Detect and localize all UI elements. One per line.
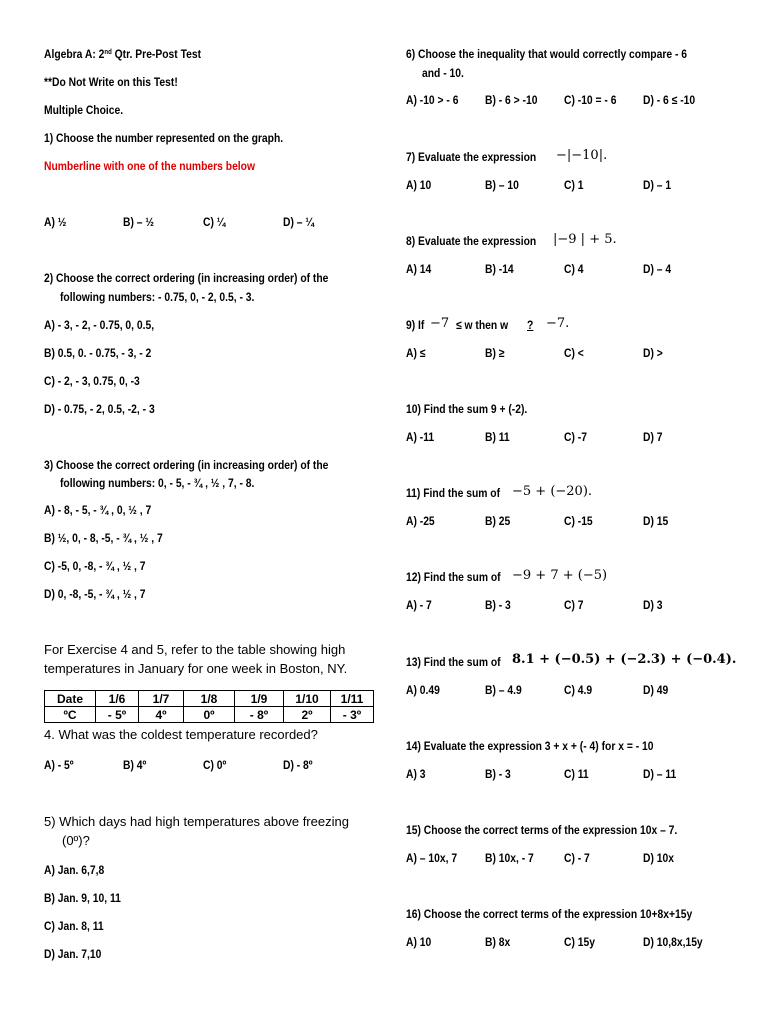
table-cell: - 3º xyxy=(331,707,374,723)
q6-choice-b[interactable]: B) - 6 > -10 xyxy=(485,93,538,107)
q7-choice-b[interactable]: B) – 10 xyxy=(485,178,519,192)
q6-choice-a[interactable]: A) -10 > - 6 xyxy=(406,93,459,107)
table-header-cell: 1/9 xyxy=(235,691,284,707)
q16-choice-b[interactable]: B) 8x xyxy=(485,935,511,949)
q4-choice-c[interactable]: C) 0º xyxy=(203,758,227,772)
q14-choice-d[interactable]: D) – 11 xyxy=(643,767,677,781)
section-heading: Multiple Choice. xyxy=(44,103,124,117)
q11-expression: −5 + (−20). xyxy=(512,484,593,499)
q1-choice-d[interactable]: D) – ¼ xyxy=(283,215,314,229)
q9-math-left: −7 xyxy=(430,316,450,331)
table-header-cell: 1/10 xyxy=(284,691,331,707)
q3-choice-b[interactable]: B) ½, 0, - 8, -5, - ¾ , ½ , 7 xyxy=(44,531,163,545)
page-title xyxy=(44,47,201,61)
q10-choice-a[interactable]: A) -11 xyxy=(406,430,435,444)
q9-blank: ? xyxy=(527,318,534,332)
temperature-table xyxy=(44,690,374,723)
q12-choice-b[interactable]: B) - 3 xyxy=(485,598,511,612)
question-10: 10) Find the sum 9 + (-2). xyxy=(406,402,528,416)
q2-choice-a[interactable]: A) - 3, - 2, - 0.75, 0, 0.5, xyxy=(44,318,155,332)
q7-expression: −|−10|. xyxy=(556,148,608,163)
q7-choice-c[interactable]: C) 1 xyxy=(564,178,584,192)
q14-choice-a[interactable]: A) 3 xyxy=(406,767,426,781)
q5-choice-d[interactable]: D) Jan. 7,10 xyxy=(44,947,102,961)
table-header-cell: 1/8 xyxy=(184,691,235,707)
q5-choice-a[interactable]: A) Jan. 6,7,8 xyxy=(44,863,105,877)
q16-choice-d[interactable]: D) 10,8x,15y xyxy=(643,935,703,949)
question-7: 7) Evaluate the expression xyxy=(406,150,537,164)
question-6-line2: and - 10. xyxy=(422,66,464,80)
q13-choice-d[interactable]: D) 49 xyxy=(643,683,669,697)
q5-choice-b[interactable]: B) Jan. 9, 10, 11 xyxy=(44,891,121,905)
q15-choice-c[interactable]: C) - 7 xyxy=(564,851,590,865)
q12-choice-d[interactable]: D) 3 xyxy=(643,598,663,612)
question-8: 8) Evaluate the expression xyxy=(406,234,537,248)
q16-choice-c[interactable]: C) 15y xyxy=(564,935,595,949)
question-1: 1) Choose the number represented on the graph. xyxy=(44,131,284,145)
table-intro-line2: temperatures in January for one week in Boston, NY. xyxy=(44,661,348,676)
q11-choice-d[interactable]: D) 15 xyxy=(643,514,669,528)
question-2-line1: 2) Choose the correct ordering (in increasing order) of the xyxy=(44,271,329,285)
question-3-line2: following numbers: 0, - 5, - ¾ , ½ , 7, - 8. xyxy=(60,476,255,490)
q2-choice-d[interactable]: D) - 0.75, - 2, 0.5, -2, - 3 xyxy=(44,402,155,416)
table-intro-line1: For Exercise 4 and 5, refer to the table showing high xyxy=(44,642,346,657)
table-header-cell: 1/7 xyxy=(139,691,184,707)
q6-choice-d[interactable]: D) - 6 ≤ -10 xyxy=(643,93,696,107)
q7-choice-d[interactable]: D) – 1 xyxy=(643,178,672,192)
q1-choice-b[interactable]: B) – ½ xyxy=(123,215,154,229)
q7-choice-a[interactable]: A) 10 xyxy=(406,178,432,192)
q2-choice-c[interactable]: C) - 2, - 3, 0.75, 0, -3 xyxy=(44,374,140,388)
table-header-cell: 1/11 xyxy=(331,691,374,707)
warning-note: **Do Not Write on this Test! xyxy=(44,75,178,89)
table-header-row xyxy=(45,691,374,707)
q13-expression: 8.1 + (−0.5) + (−2.3) + (−0.4). xyxy=(512,652,737,667)
q1-choice-a[interactable]: A) ½ xyxy=(44,215,67,229)
q15-choice-a[interactable]: A) – 10x, 7 xyxy=(406,851,458,865)
q8-choice-b[interactable]: B) -14 xyxy=(485,262,514,276)
numberline-placeholder: Numberline with one of the numbers below xyxy=(44,159,256,173)
q4-choice-a[interactable]: A) - 5º xyxy=(44,758,74,772)
q8-choice-a[interactable]: A) 14 xyxy=(406,262,432,276)
q3-choice-c[interactable]: C) -5, 0, -8, - ¾ , ½ , 7 xyxy=(44,559,146,573)
question-6-line1: 6) Choose the inequality that would correctly compare - 6 xyxy=(406,47,687,61)
q16-choice-a[interactable]: A) 10 xyxy=(406,935,432,949)
title-suffix: Qtr. Pre-Post Test xyxy=(111,47,202,61)
table-row xyxy=(45,707,374,723)
question-9-prefix: 9) If xyxy=(406,318,425,332)
question-15: 15) Choose the correct terms of the expression 10x – 7. xyxy=(406,823,678,837)
q10-choice-b[interactable]: B) 11 xyxy=(485,430,510,444)
table-cell: 0º xyxy=(184,707,235,723)
q10-choice-d[interactable]: D) 7 xyxy=(643,430,663,444)
q2-choice-b[interactable]: B) 0.5, 0. - 0.75, - 3, - 2 xyxy=(44,346,152,360)
q9-choice-a[interactable]: A) ≤ xyxy=(406,346,426,360)
table-cell: - 5º xyxy=(96,707,139,723)
q11-choice-b[interactable]: B) 25 xyxy=(485,514,511,528)
q11-choice-c[interactable]: C) -15 xyxy=(564,514,593,528)
q5-choice-c[interactable]: C) Jan. 8, 11 xyxy=(44,919,104,933)
q14-choice-c[interactable]: C) 11 xyxy=(564,767,589,781)
q9-math-right: −7. xyxy=(546,316,570,331)
q13-choice-c[interactable]: C) 4.9 xyxy=(564,683,593,697)
table-cell: - 8º xyxy=(235,707,284,723)
title-prefix: Algebra A: 2 xyxy=(44,47,105,61)
question-11: 11) Find the sum of xyxy=(406,486,501,500)
q6-choice-c[interactable]: C) -10 = - 6 xyxy=(564,93,617,107)
q1-choice-c[interactable]: C) ¼ xyxy=(203,215,226,229)
question-4: 4. What was the coldest temperature recorded? xyxy=(44,727,318,742)
q15-choice-d[interactable]: D) 10x xyxy=(643,851,674,865)
question-12: 12) Find the sum of xyxy=(406,570,501,584)
q8-choice-d[interactable]: D) – 4 xyxy=(643,262,672,276)
q10-choice-c[interactable]: C) -7 xyxy=(564,430,587,444)
q13-choice-b[interactable]: B) – 4.9 xyxy=(485,683,522,697)
q12-choice-c[interactable]: C) 7 xyxy=(564,598,584,612)
question-13: 13) Find the sum of xyxy=(406,655,501,669)
q12-expression: −9 + 7 + (−5) xyxy=(512,568,608,583)
q9-choice-b[interactable]: B) ≥ xyxy=(485,346,505,360)
question-14: 14) Evaluate the expression 3 + x + (- 4) for x = - 10 xyxy=(406,739,654,753)
q9-choice-d[interactable]: D) > xyxy=(643,346,663,360)
question-2-line2: following numbers: - 0.75, 0, - 2, 0.5, - 3. xyxy=(60,290,255,304)
q3-choice-d[interactable]: D) 0, -8, -5, - ¾ , ½ , 7 xyxy=(44,587,146,601)
q3-choice-a[interactable]: A) - 8, - 5, - ¾ , 0, ½ , 7 xyxy=(44,503,152,517)
question-5-line1: 5) Which days had high temperatures above freezing xyxy=(44,814,349,829)
question-5-line2: (0º)? xyxy=(62,833,90,848)
q4-choice-d[interactable]: D) - 8º xyxy=(283,758,313,772)
q11-choice-a[interactable]: A) -25 xyxy=(406,514,435,528)
q8-choice-c[interactable]: C) 4 xyxy=(564,262,584,276)
question-16: 16) Choose the correct terms of the expression 10+8x+15y xyxy=(406,907,693,921)
question-3-line1: 3) Choose the correct ordering (in increasing order) of the xyxy=(44,458,329,472)
table-cell: ºC xyxy=(45,707,96,723)
q14-choice-b[interactable]: B) - 3 xyxy=(485,767,511,781)
table-cell: 2º xyxy=(284,707,331,723)
q4-choice-b[interactable]: B) 4º xyxy=(123,758,147,772)
table-header-cell: Date xyxy=(45,691,96,707)
table-cell: 4º xyxy=(139,707,184,723)
q15-choice-b[interactable]: B) 10x, - 7 xyxy=(485,851,534,865)
q13-choice-a[interactable]: A) 0.49 xyxy=(406,683,440,697)
q8-expression: |−9 | + 5. xyxy=(553,232,617,247)
q9-middle: ≤ w then w xyxy=(456,318,509,332)
title-superscript: nd xyxy=(104,49,112,56)
q12-choice-a[interactable]: A) - 7 xyxy=(406,598,432,612)
q9-choice-c[interactable]: C) < xyxy=(564,346,584,360)
table-header-cell: 1/6 xyxy=(96,691,139,707)
